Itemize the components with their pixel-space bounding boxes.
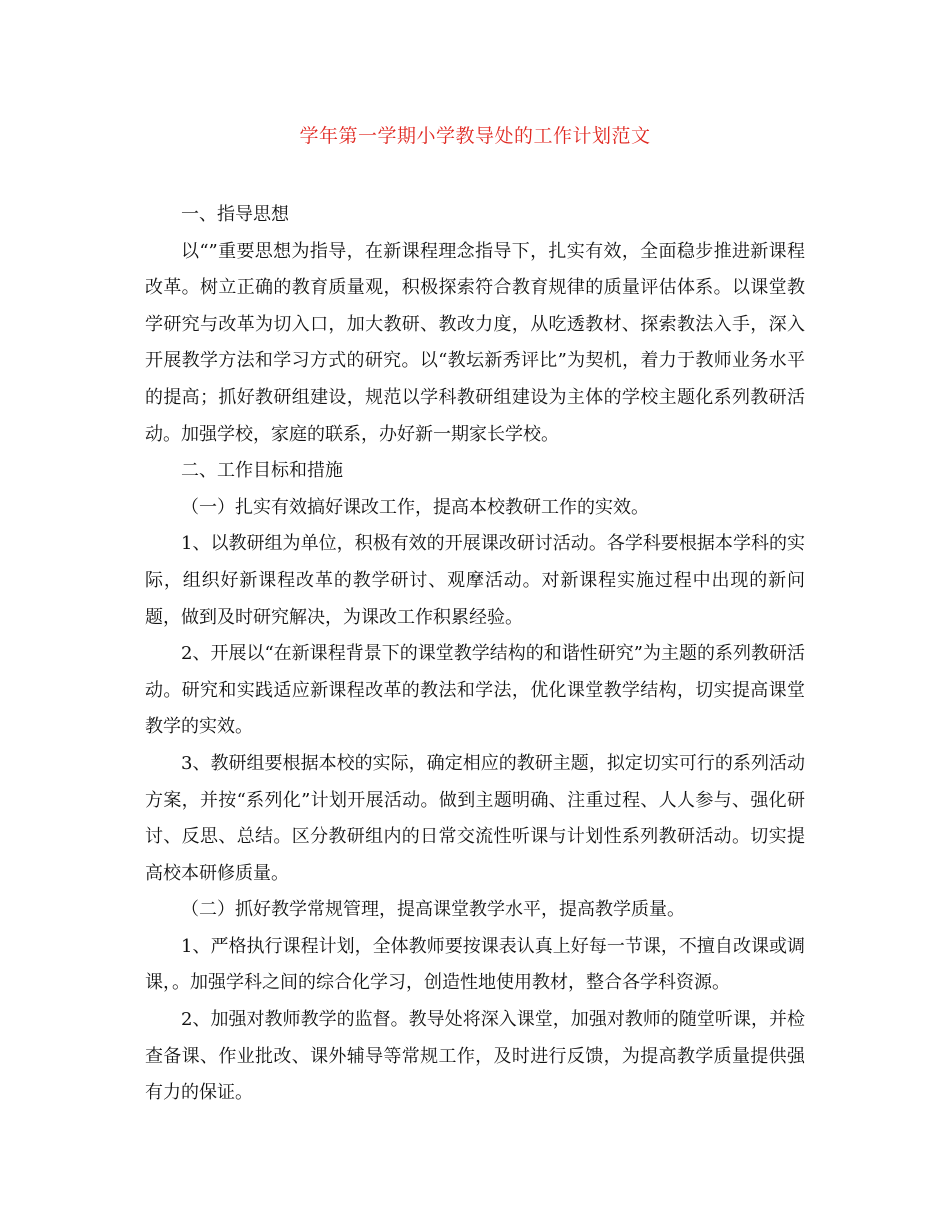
- subsection-heading-2: （二）抓好教学常规管理，提高课堂教学水平，提高教学质量。: [181, 899, 685, 921]
- section-heading-goals-measures: 二、工作目标和措施: [181, 460, 343, 482]
- paragraph-item-2-2: 2、加强对教师教学的监督。教导处将深入课堂，加强对教师的随堂听课，并检查备课、作业批改、课外辅导等常规工作，及时进行反馈，为提高教学质量提供强有力的保证。: [145, 1009, 805, 1104]
- subsection-heading-1: （一）扎实有效搞好课改工作，提高本校教研工作的实效。: [181, 496, 649, 518]
- document-title: 学年第一学期小学教导处的工作计划范文: [299, 125, 651, 147]
- section-heading-guiding-thought: 一、指导思想: [181, 204, 289, 225]
- paragraph-item-2-1: 1、严格执行课程计划，全体教师要按课表认真上好每一节课，不擅自改课或调课，。加强学科之间的综合化学习，创造性地使用教材，整合各学科资源。: [145, 935, 805, 994]
- document-body: [145, 197, 805, 1112]
- paragraph-item-1-1: 1、以教研组为单位，积极有效的开展课改研讨活动。各学科要根据本学科的实际，组织好新课程改革的教学研讨、观摩活动。对新课程实施过程中出现的新问题，做到及时研究解决，为课改工作积累经验。: [145, 533, 805, 628]
- paragraph-item-1-3: 3、教研组要根据本校的实际，确定相应的教研主题，拟定切实可行的系列活动方案，并按“系列化”计划开展活动。做到主题明确、注重过程、人人参与、强化研讨、反思、总结。区分教研组内的日常交流性听课与计划性系列教研活动。切实提高校本研修质量。: [145, 752, 805, 884]
- paragraph-guiding-thought: 以“”重要思想为指导，在新课程理念指导下，扎实有效，全面稳步推进新课程改革。树立正确的教育质量观，积极探索符合教育规律的质量评估体系。以课堂教学研究与改革为切入口，加大教研、教改力度，从吃透教材、探索教法入手，深入开展教学方法和学习方式的研究。以“教坛新秀评比”为契机，着力于教师业务水平的提高；抓好教研组建设，规范以学科教研组建设为主体的学校主题化系列教研活动。加强学校，家庭的联系，办好新一期家长学校。: [145, 240, 805, 445]
- paragraph-item-1-2: 2、开展以“在新课程背景下的课堂教学结构的和谐性研究”为主题的系列教研活动。研究和实践适应新课程改革的教法和学法，优化课堂教学结构，切实提高课堂教学的实效。: [145, 643, 805, 738]
